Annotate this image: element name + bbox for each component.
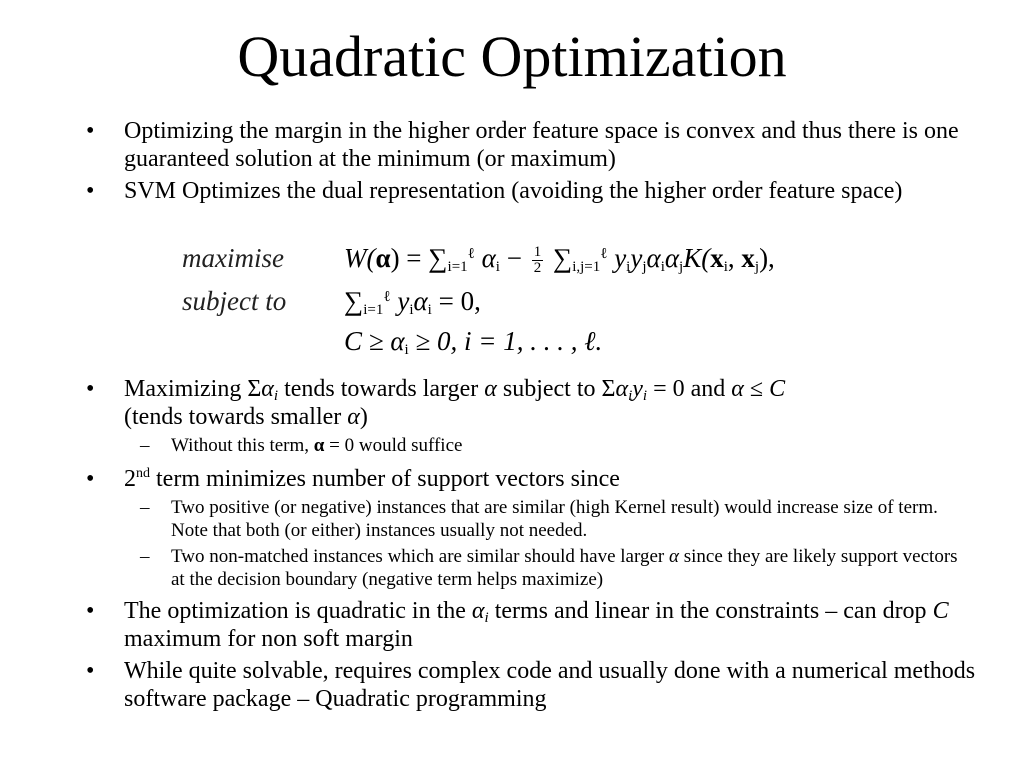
bullet-text: subject to Σ — [496, 376, 616, 402]
c-symbol: C — [769, 376, 786, 402]
formula-text: W( — [344, 243, 376, 273]
formula-sub: i — [723, 259, 728, 275]
alpha-symbol: α — [347, 404, 360, 430]
formula-text: ), — [759, 243, 775, 273]
formula-sub: i=1 — [447, 259, 468, 275]
alpha-symbol: α — [731, 376, 744, 402]
ordinal-suffix: nd — [136, 466, 150, 481]
bullet-icon: • — [86, 598, 95, 624]
dash-icon: – — [140, 435, 150, 456]
bullet-text: Optimizing the margin in the higher order feature space is convex and thus there is one guaranteed solution at the minimum (or maximum) — [124, 118, 959, 172]
bullet-text: ≤ — [743, 376, 770, 402]
formula-text: y — [390, 286, 410, 316]
formula-fraction — [532, 245, 544, 276]
formula-sub: i — [404, 342, 409, 358]
subbullet-text: Without this term, — [171, 435, 314, 456]
bullet-dual-representation — [86, 177, 984, 205]
formula-text: ≥ 0, i = 1, . . . , ℓ. — [408, 326, 603, 356]
formula-constraint-sum — [344, 281, 481, 321]
alpha-symbol: α — [261, 376, 274, 402]
y-symbol: y — [632, 376, 643, 402]
bullet-text: ) — [359, 404, 368, 430]
alpha-symbol: α — [313, 435, 325, 456]
bullet-text: tends towards larger — [278, 376, 485, 402]
formula-text: C ≥ α — [344, 326, 405, 356]
formula-text: y — [630, 243, 643, 273]
formula-sub: i=1 — [363, 302, 384, 318]
bullet-quadratic — [86, 597, 984, 653]
formula-objective — [344, 238, 775, 278]
bullet-second-term — [86, 465, 984, 493]
fraction-denominator: 2 — [533, 260, 542, 277]
bullet-text: term minimizes number of support vectors since — [150, 466, 620, 492]
bullet-text: SVM Optimizes the dual representation (avoiding the higher order feature space) — [124, 178, 903, 204]
bullet-text: terms and linear in the constraints – can drop — [488, 598, 933, 624]
subbullet-without-term — [140, 434, 971, 457]
subbullet-text: since they are likely support vectors at the decision boundary (negative term helps maximize) — [171, 546, 958, 590]
bullet-maximizing-alpha — [86, 375, 984, 431]
bullet-convex-margin — [86, 117, 984, 173]
bullet-text: While quite solvable, requires complex code and usually done with a numerical methods software package – Quadratic programming — [124, 658, 976, 712]
bullet-text: The optimization is quadratic in the — [124, 598, 472, 624]
formula-text: α — [474, 243, 496, 273]
formula-text: K( — [683, 243, 711, 273]
bullet-icon: • — [86, 658, 95, 684]
subscript-i: i — [628, 388, 633, 404]
fraction-numerator: 1 — [533, 244, 542, 261]
formula-sub: i — [409, 302, 414, 318]
bullet-text: (tends towards smaller — [124, 404, 348, 430]
formula-sub: i — [495, 259, 500, 275]
subbullet-text: Two non-matched instances which are similar should have larger — [171, 546, 669, 567]
formula-text: α — [646, 243, 661, 273]
formula-text: = 0, — [431, 286, 481, 316]
formula-sup: ℓ — [467, 246, 475, 262]
bullet-icon: • — [86, 118, 95, 144]
bullet-text: = 0 and — [647, 376, 732, 402]
alpha-symbol: α — [615, 376, 629, 402]
formula-sub: j — [754, 259, 760, 275]
formula-sub: j — [679, 259, 684, 275]
formula-sub: i — [427, 302, 432, 318]
subscript-i: i — [642, 388, 648, 404]
subbullet-positive-instances — [140, 496, 971, 542]
subscript-i: i — [273, 388, 279, 404]
formula-sub: i — [626, 259, 631, 275]
formula-sub: j — [642, 259, 647, 275]
formula-text: , — [727, 243, 742, 273]
bullet-icon: • — [86, 466, 95, 492]
formula-text: α — [664, 243, 680, 273]
bullet-text: Maximizing Σ — [124, 376, 262, 402]
bullet-solvable — [86, 657, 984, 713]
formula-label-subject-to: subject to — [182, 286, 287, 316]
alpha-symbol: α — [484, 376, 497, 402]
slide-title: Quadratic Optimization — [237, 24, 787, 89]
subbullet-non-matched-instances — [140, 545, 971, 591]
formula-text: x — [710, 243, 724, 273]
formula-text: y — [607, 243, 627, 273]
formula-sup: ℓ — [600, 246, 608, 262]
bullet-text: 2 — [124, 466, 136, 492]
formula-label-maximise: maximise — [182, 243, 284, 273]
c-symbol: C — [932, 598, 949, 624]
formula-text: α — [413, 286, 428, 316]
formula-text: x — [741, 243, 755, 273]
formula-constraint-bounds — [344, 321, 602, 361]
subbullet-text: = 0 would suffice — [324, 435, 463, 456]
formula-text: ∑ — [546, 243, 573, 273]
bullet-text: maximum for non soft margin — [124, 626, 413, 652]
formula-text: ∑ — [344, 286, 364, 316]
bullet-icon: • — [86, 376, 95, 402]
bullet-icon: • — [86, 178, 95, 204]
dash-icon: – — [140, 497, 150, 518]
dash-icon: – — [140, 546, 150, 567]
formula-text: − — [499, 243, 529, 273]
alpha-symbol: α — [668, 546, 679, 567]
formula-sup: ℓ — [383, 289, 391, 305]
formula-text: α — [375, 243, 391, 273]
formula-sub: i — [660, 259, 665, 275]
dual-optimization-formula — [176, 236, 946, 362]
subbullet-text: Two positive (or negative) instances that are similar (high Kernel result) would increase size of term. Note that both (or either) instances usually not needed. — [171, 497, 938, 541]
formula-sub: i,j=1 — [572, 259, 601, 275]
formula-text: ) = ∑ — [390, 243, 448, 273]
alpha-symbol: α — [471, 598, 485, 624]
subscript-i: i — [484, 610, 489, 626]
